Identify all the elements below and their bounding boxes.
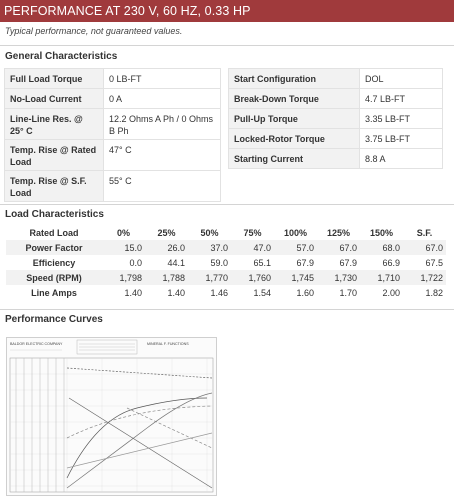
column-header: 150% <box>369 228 394 238</box>
break-down-torque-label: Break-Down Torque <box>229 89 360 109</box>
table-cell: 2.00 <box>382 287 400 298</box>
divider <box>0 204 454 205</box>
table-row <box>6 270 446 285</box>
divider <box>0 309 454 310</box>
performance-curves-image[interactable] <box>6 337 217 496</box>
table-cell: 1,788 <box>145 270 188 285</box>
table-cell: 68.0 <box>360 240 403 255</box>
column-header: 75% <box>243 228 262 238</box>
row-label: Power Factor <box>6 240 102 255</box>
column-header: S.F. <box>416 228 433 238</box>
load-characteristics-table <box>6 226 446 300</box>
pull-up-torque-label: Pull-Up Torque <box>229 109 360 129</box>
table-cell: 1.40 <box>124 287 142 298</box>
break-down-torque-value: 4.7 LB-FT <box>360 89 443 109</box>
column-header: 50% <box>200 228 219 238</box>
full-load-torque-value: 0 LB-FT <box>104 69 221 89</box>
curve-graphic <box>7 338 216 495</box>
amps-line <box>67 433 212 468</box>
table-cell: 67.9 <box>296 257 314 268</box>
general-characteristics-left <box>4 68 221 202</box>
divider <box>0 45 454 46</box>
full-load-torque-label: Full Load Torque <box>5 69 104 89</box>
disclaimer-note: Typical performance, not guaranteed values. <box>5 26 183 36</box>
table-cell: 26.0 <box>145 240 188 255</box>
slip-curve <box>127 408 212 448</box>
pull-up-torque-value: 3.35 LB-FT <box>360 109 443 129</box>
table-cell: 1.82 <box>425 287 443 298</box>
table-cell: 1.40 <box>167 287 185 298</box>
table-cell: 66.9 <box>382 257 400 268</box>
table-cell: 67.0 <box>317 240 360 255</box>
starting-current-label: Starting Current <box>229 149 360 169</box>
table-cell: 47.0 <box>231 240 274 255</box>
row-label: Speed (RPM) <box>6 270 102 285</box>
load-characteristics-heading: Load Characteristics <box>5 209 104 220</box>
table-cell: 1,722 <box>403 270 446 285</box>
starting-current-value: 8.8 A <box>360 149 443 169</box>
line-line-res-value: 12.2 Ohms A Ph / 0 Ohms B Ph <box>104 109 221 140</box>
table-cell: 1.70 <box>339 287 357 298</box>
locked-rotor-torque-value: 3.75 LB-FT <box>360 129 443 149</box>
performance-header <box>0 0 454 22</box>
temp-rise-rated-label: Temp. Rise @ Rated Load <box>5 140 104 171</box>
temp-rise-rated-value: 47° C <box>104 140 221 171</box>
table-cell: 67.9 <box>339 257 357 268</box>
table-cell: 1.60 <box>296 287 314 298</box>
table-cell: 67.0 <box>403 240 446 255</box>
table-row <box>6 285 446 300</box>
table-cell: 1.46 <box>210 287 228 298</box>
table-row <box>6 255 446 270</box>
table-cell: 1,798 <box>102 270 145 285</box>
torque-line <box>69 398 212 488</box>
table-row <box>6 240 446 255</box>
column-header: Rated Load <box>29 228 79 238</box>
page-title: PERFORMANCE AT 230 V, 60 HZ, 0.33 HP <box>4 4 251 18</box>
locked-rotor-torque-label: Locked-Rotor Torque <box>229 129 360 149</box>
table-cell: 37.0 <box>188 240 231 255</box>
table-cell: 1,760 <box>231 270 274 285</box>
performance-curves-heading: Performance Curves <box>5 314 103 325</box>
table-cell: 1,710 <box>360 270 403 285</box>
table-cell: 65.1 <box>253 257 271 268</box>
table-cell: 67.5 <box>425 257 443 268</box>
column-header: 125% <box>326 228 351 238</box>
table-cell: 15.0 <box>102 240 145 255</box>
row-label: Efficiency <box>32 257 76 268</box>
general-characteristics-heading: General Characteristics <box>5 51 118 62</box>
row-label: Line Amps <box>31 287 77 298</box>
table-cell: 1.54 <box>253 287 271 298</box>
table-cell: 59.0 <box>210 257 228 268</box>
temp-rise-sf-label: Temp. Rise @ S.F. Load <box>5 171 104 202</box>
start-configuration-value: DOL <box>360 69 443 89</box>
table-cell: 0.0 <box>129 257 142 268</box>
table-cell: 1,730 <box>317 270 360 285</box>
table-cell: 44.1 <box>167 257 185 268</box>
table-cell: 1,745 <box>274 270 317 285</box>
table-cell: 57.0 <box>274 240 317 255</box>
column-header: 100% <box>283 228 308 238</box>
temp-rise-sf-value: 55° C <box>104 171 221 202</box>
line-line-res-label: Line-Line Res. @ 25° C <box>5 109 104 140</box>
start-configuration-label: Start Configuration <box>229 69 360 89</box>
axis-scales <box>16 358 64 492</box>
column-header: 0% <box>116 228 130 238</box>
speed-curve <box>67 368 212 378</box>
table-cell: 1,770 <box>188 270 231 285</box>
no-load-current-label: No-Load Current <box>5 89 104 109</box>
load-header-row <box>6 226 446 240</box>
no-load-current-value: 0 A <box>104 89 221 109</box>
column-header: 25% <box>157 228 176 238</box>
general-characteristics-right <box>228 68 443 169</box>
curve-company-label: BALDOR ELECTRIC COMPANY <box>10 342 63 346</box>
curve-doc-label: MINERAL F. FUNCTIONS <box>147 342 189 346</box>
